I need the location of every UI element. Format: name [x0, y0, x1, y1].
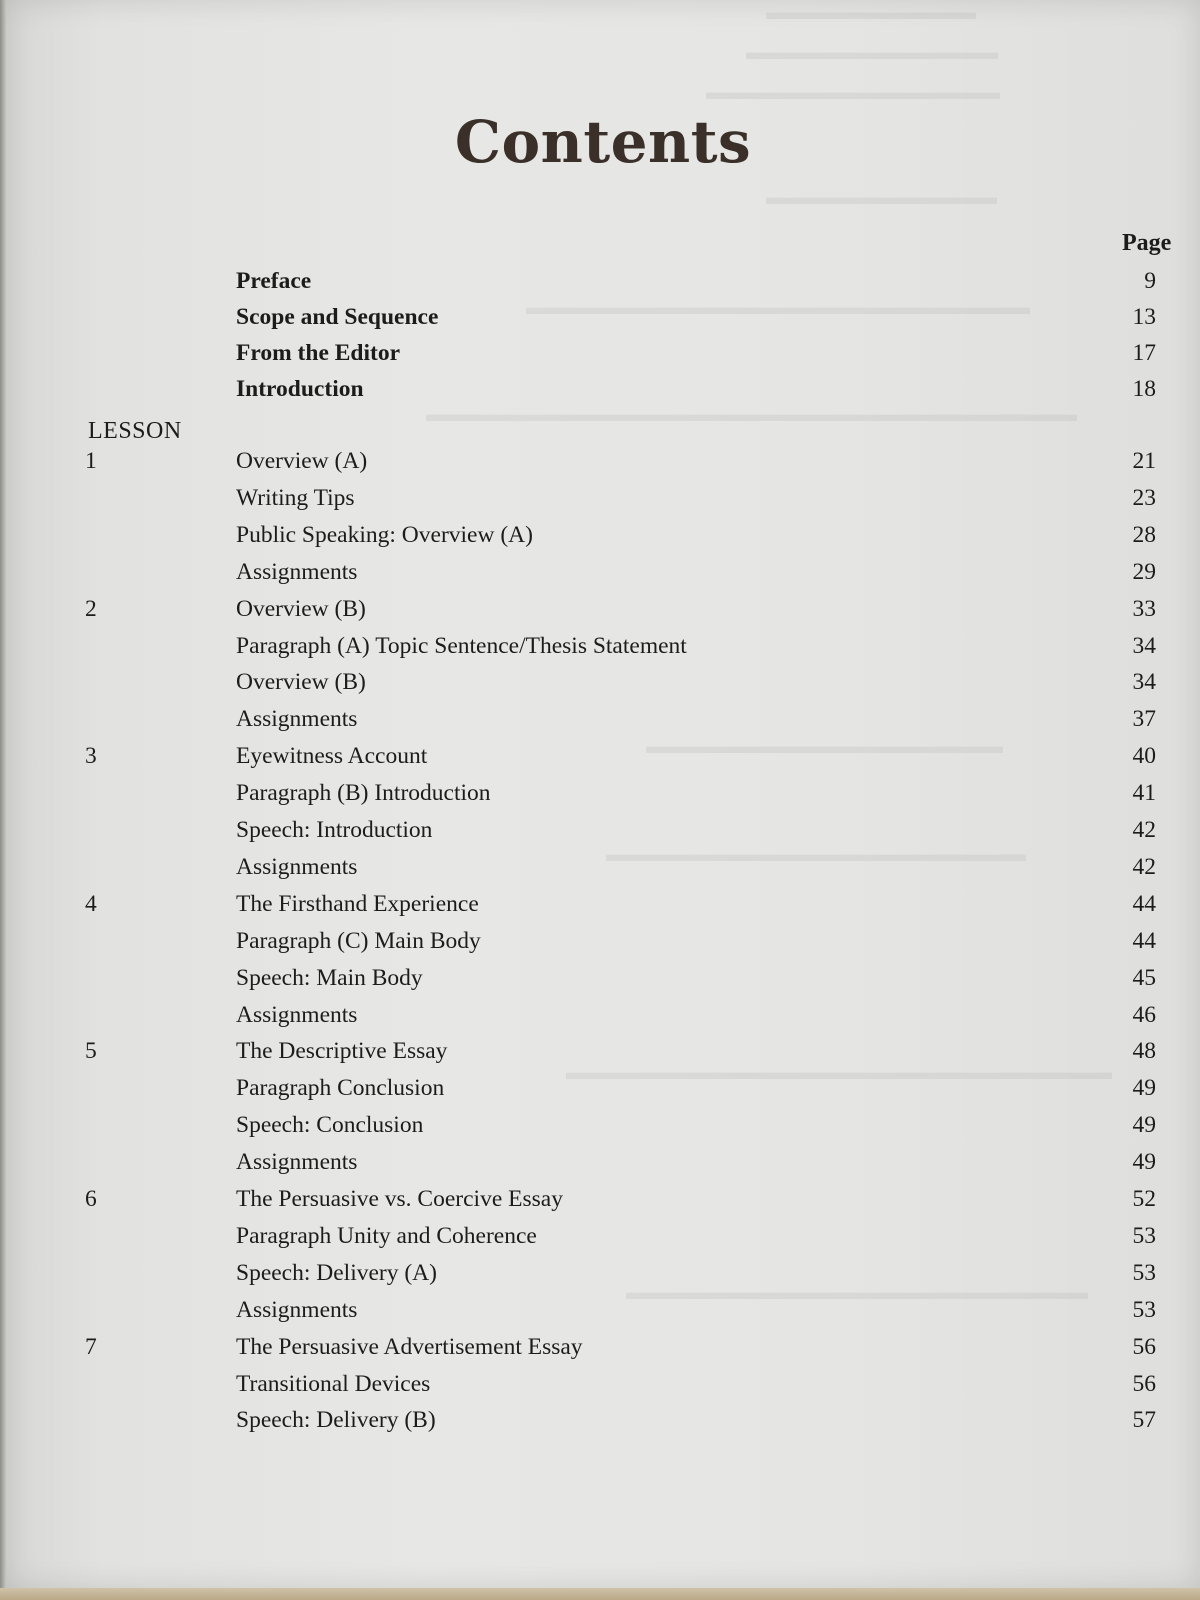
entry-page-number: 13 [1132, 304, 1156, 330]
entry-page-number: 42 [1132, 854, 1156, 880]
toc-entry [6, 1038, 1200, 1074]
entry-page-number: 34 [1132, 669, 1156, 695]
entry-label: Overview (A) [236, 448, 368, 474]
lesson-number: 2 [85, 596, 97, 622]
entry-label: The Firsthand Experience [236, 891, 479, 917]
entry-page-number: 23 [1132, 485, 1156, 511]
toc-entry [6, 596, 1200, 632]
entry-label: The Persuasive Advertisement Essay [236, 1334, 583, 1360]
page-column-header: Page [1122, 230, 1172, 256]
entry-page-number: 56 [1132, 1371, 1156, 1397]
entry-page-number: 42 [1132, 817, 1156, 843]
toc-entry [6, 891, 1200, 927]
toc-entry [6, 485, 1200, 521]
entry-page-number: 49 [1132, 1075, 1156, 1101]
toc-entry [6, 780, 1200, 816]
entry-page-number: 48 [1132, 1038, 1156, 1064]
entry-page-number: 40 [1132, 743, 1156, 769]
entry-page-number: 44 [1132, 928, 1156, 954]
toc-entry [6, 669, 1200, 705]
toc-entry [6, 522, 1200, 558]
toc-entry [6, 928, 1200, 964]
entry-label: The Persuasive vs. Coercive Essay [236, 1186, 563, 1212]
toc-entry [6, 1297, 1200, 1333]
entry-label: Writing Tips [236, 485, 355, 511]
entry-page-number: 44 [1132, 891, 1156, 917]
toc-entry [6, 633, 1200, 669]
entry-label: Speech: Introduction [236, 817, 433, 843]
entry-page-number: 53 [1132, 1260, 1156, 1286]
entry-label: Paragraph Conclusion [236, 1075, 445, 1101]
entry-page-number: 21 [1132, 448, 1156, 474]
entry-label: The Descriptive Essay [236, 1038, 448, 1064]
entry-label: Speech: Delivery (B) [236, 1407, 436, 1433]
entry-page-number: 52 [1132, 1186, 1156, 1212]
entry-label: Assignments [236, 559, 358, 585]
toc-entry [6, 706, 1200, 742]
entry-label: Assignments [236, 1297, 358, 1323]
toc-entry [6, 559, 1200, 595]
entry-label: Scope and Sequence [236, 304, 439, 330]
front-matter-item [6, 304, 1200, 340]
lesson-number: 4 [85, 891, 97, 917]
entry-page-number: 46 [1132, 1002, 1156, 1028]
entry-label: Paragraph Unity and Coherence [236, 1223, 537, 1249]
entry-label: Transitional Devices [236, 1371, 431, 1397]
entry-label: Paragraph (C) Main Body [236, 928, 481, 954]
entry-label: Assignments [236, 854, 358, 880]
entry-label: Paragraph (A) Topic Sentence/Thesis Statement [236, 633, 687, 659]
toc-entry [6, 965, 1200, 1001]
entry-label: Assignments [236, 1149, 358, 1175]
entry-page-number: 53 [1132, 1223, 1156, 1249]
entry-label: Eyewitness Account [236, 743, 428, 769]
entry-label: Speech: Main Body [236, 965, 423, 991]
entry-label: From the Editor [236, 340, 401, 366]
entry-label: Overview (B) [236, 596, 366, 622]
entry-label: Assignments [236, 706, 358, 732]
lesson-number: 7 [85, 1334, 97, 1360]
page-bottom-edge [0, 1588, 1200, 1600]
entry-page-number: 41 [1132, 780, 1156, 806]
entry-label: Speech: Delivery (A) [236, 1260, 437, 1286]
entry-label: Public Speaking: Overview (A) [236, 522, 533, 548]
front-matter-item [6, 268, 1200, 304]
entry-page-number: 28 [1132, 522, 1156, 548]
lesson-number: 1 [85, 448, 97, 474]
toc-entry [6, 1112, 1200, 1148]
entry-page-number: 29 [1132, 559, 1156, 585]
entry-page-number: 17 [1132, 340, 1156, 366]
lesson-number: 3 [85, 743, 97, 769]
entry-page-number: 45 [1132, 965, 1156, 991]
toc-entry [6, 1407, 1200, 1443]
entry-page-number: 49 [1132, 1112, 1156, 1138]
toc-entry [6, 1149, 1200, 1185]
toc-entry [6, 1002, 1200, 1038]
contents-page: ▬▬▬▬▬▬▬▬▬▬ ▬▬▬▬▬▬▬▬▬▬▬▬ ▬▬▬▬▬▬▬▬▬▬▬▬▬▬ ▬▬▬▬▬▬▬▬▬▬▬ ▬▬▬▬▬▬▬▬▬▬▬▬▬▬▬▬▬▬▬▬▬▬▬▬ ▬▬▬▬▬▬▬▬▬▬▬▬▬▬▬▬▬▬▬▬▬▬▬▬▬▬▬▬▬▬▬ ▬▬▬▬▬▬▬▬▬▬▬▬▬▬▬▬▬ ▬▬▬▬▬▬▬▬▬▬▬▬▬▬▬▬▬▬▬▬ ▬▬▬▬▬▬▬▬▬▬▬▬▬▬▬▬▬▬▬▬▬▬▬▬▬▬ ▬▬▬▬▬▬▬▬▬▬▬▬▬▬▬▬▬▬▬▬▬▬ Contents Page Preface 9 Scope and Sequence 13 From the Editor 17 Introduction 18 LESSON 1 Overview (A) 21 Writing Tips 23 Public Speaking: Overview (A) 28 Assignments 29 2 Overview (B) 33 Paragraph (A) Topic Sentence/Thesis Statement 34 Overview (B) 34 Assignments 37 3 Eyewitness Account 40 Paragraph (B) Introduction 41 Speech: Introduction 42 Assignments 42 4 The Firsthand Experience 44 Paragraph (C) Main Body 44 Speech: Main Body 45 Assignments 46 5 The Descriptive Essay 48 Paragraph Conclusion 49 Speech: Conclusion 49 Assignments 49 6 The Persuasive vs. Coercive Essay 52 Paragraph Unity and Coherence 53 Speech: Delivery (A) 53 Assignments 53 7 The Persuasive Advertisement Essay 56 Transitional Devices 56 Speech: Delivery (B) 57 [6, 0, 1200, 1588]
entry-page-number: 56 [1132, 1334, 1156, 1360]
entry-label: Speech: Conclusion [236, 1112, 424, 1138]
toc-entry [6, 854, 1200, 890]
entry-page-number: 33 [1132, 596, 1156, 622]
entry-label: Preface [236, 268, 312, 294]
entry-label: Overview (B) [236, 669, 366, 695]
front-matter-item [6, 340, 1200, 376]
toc-entry [6, 1223, 1200, 1259]
toc-entry [6, 1075, 1200, 1111]
entry-label: Assignments [236, 1002, 358, 1028]
entry-label: Introduction [236, 376, 364, 402]
toc-entry [6, 1260, 1200, 1296]
entry-page-number: 9 [1144, 268, 1156, 294]
lesson-column-header: LESSON [88, 418, 182, 444]
entry-page-number: 49 [1132, 1149, 1156, 1175]
front-matter-item [6, 376, 1200, 412]
entry-page-number: 18 [1132, 376, 1156, 402]
lesson-number: 5 [85, 1038, 97, 1064]
entry-page-number: 57 [1132, 1407, 1156, 1433]
lesson-number: 6 [85, 1186, 97, 1212]
toc-entry [6, 1186, 1200, 1222]
toc-entry [6, 1371, 1200, 1407]
entry-label: Paragraph (B) Introduction [236, 780, 491, 806]
toc-entry [6, 448, 1200, 484]
entry-page-number: 37 [1132, 706, 1156, 732]
toc-entry [6, 743, 1200, 779]
entry-page-number: 53 [1132, 1297, 1156, 1323]
entry-page-number: 34 [1132, 633, 1156, 659]
contents-title: Contents [454, 108, 752, 176]
toc-entry [6, 817, 1200, 853]
toc-entry [6, 1334, 1200, 1370]
